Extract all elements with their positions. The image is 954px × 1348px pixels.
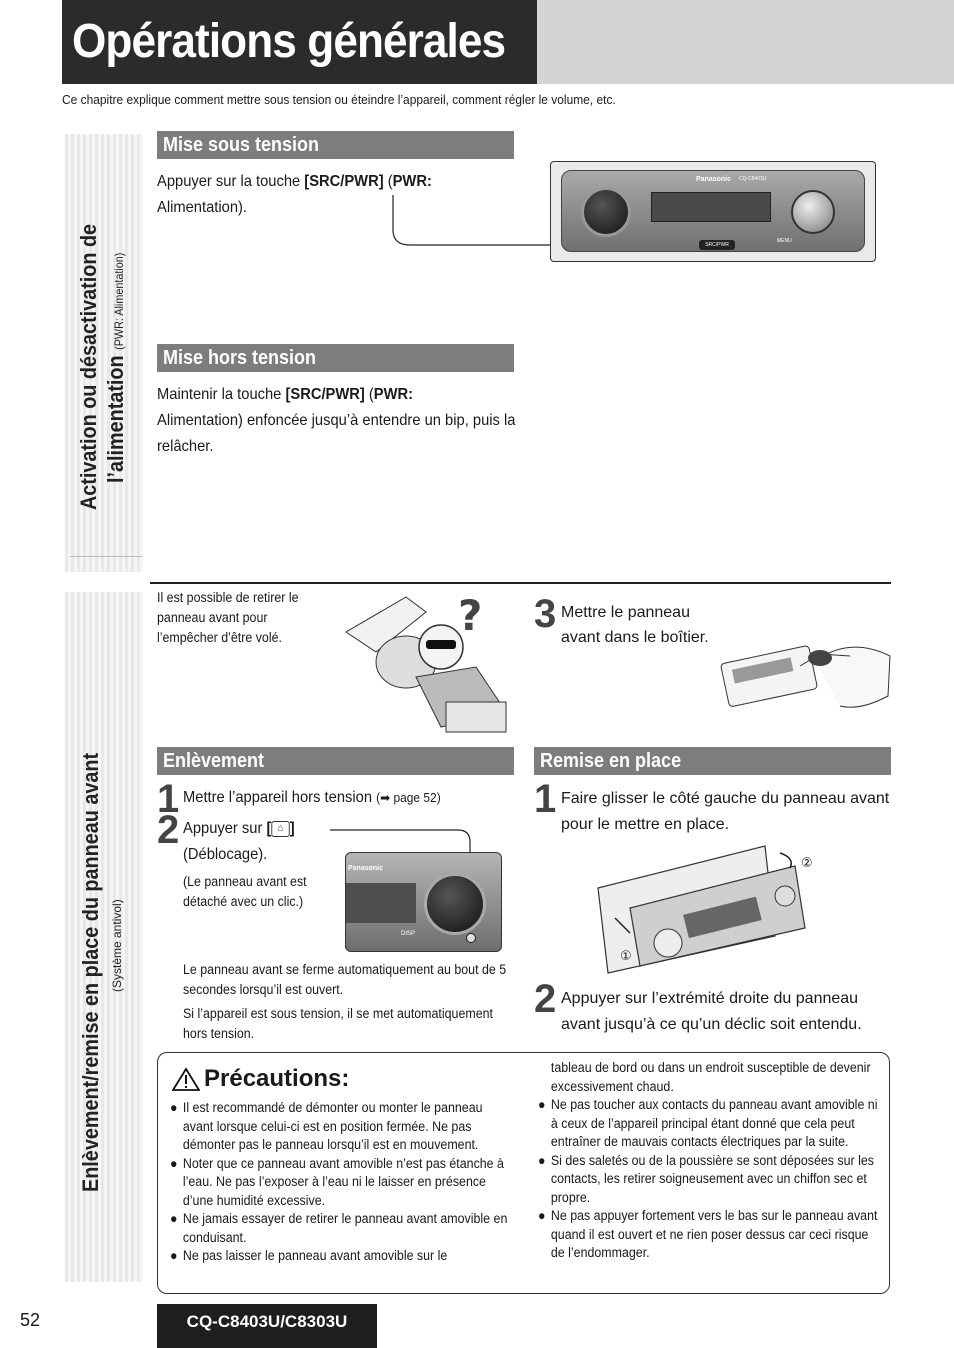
precaution-item-continued [538,1059,878,1096]
side-tab-panel-main: Enlèvement/remise en place du panneau avant [78,752,103,1192]
bullet-icon: ● [538,1152,546,1168]
bullet-icon: ● [170,1211,178,1226]
page-title: Opérations générales [72,15,506,68]
theft-note [157,588,332,648]
precaution-item [538,1152,878,1208]
removal-step2-note-text: (Le panneau avant est détaché avec un clic.) [183,874,307,909]
power-on-t1: Appuyer sur la touche [157,173,305,190]
head-unit-illustration [550,161,876,262]
removal-note1-text: Le panneau avant se ferme automatiquement au bout de 5 secondes lorsqu’il est ouvert. [183,962,507,997]
precaution-item [170,1155,510,1211]
removal-note2 [183,1004,513,1044]
removal-step2-pre: Appuyer sur [183,820,267,837]
reinstall-step1-number: 1 [534,777,557,821]
power-off-t2: ( [364,386,374,403]
title-bar [62,0,537,84]
model-number-box: CQ-C8403U/C8303U [157,1304,377,1348]
arrow-right-icon: ➡ [380,790,391,805]
power-off-key: [SRC/PWR] [285,386,365,403]
precaution-left-3: Ne pas laisser le panneau avant amovible sur le [182,1248,448,1263]
bullet-icon: ● [538,1208,546,1223]
closeup-brand: Panasonic [348,865,384,872]
brand-label: Panasonic [696,176,732,183]
power-on-pwr: PWR: [392,173,432,190]
section-power-on-heading-text: Mise sous tension [163,134,320,156]
precaution-left-2: Ne jamais essayer de retirer le panneau avant amovible en conduisant. [182,1211,508,1245]
removal-step2-note [183,872,333,912]
svg-text:?: ? [458,592,483,640]
theft-note-text: Il est possible de retirer le panneau avant pour l’empêcher d’être volé. [157,590,299,645]
precaution-item [538,1096,878,1152]
precaution-right-0: Ne pas toucher aux contacts du panneau avant amovible ni à ceux de l’appareil principal étant donné que cela peut entraîner de mauvais contacts électriques par la suite. [550,1097,878,1149]
precautions-title-text: Précautions: [204,1065,350,1092]
power-off-t3: Alimentation) enfoncée jusqu’à entendre un bip, puis la relâcher. [157,412,516,455]
section-removal-heading-text: Enlèvement [163,750,265,772]
removal-step2-inner [183,816,339,868]
power-off-text-inner [157,382,516,460]
bullet-icon: ● [170,1248,178,1263]
power-off-pwr: PWR: [373,386,414,403]
removal-note2-text: Si l’appareil est sous tension, il se met automatiquement hors tension. [183,1006,493,1041]
precaution-left-0: Il est recommandé de démonter ou monter le panneau avant lorsque celui-ci est en position fermée. Ne pas démonter pas le panneau lorsqu’il est en mouvement. [182,1100,483,1152]
side-tab-power-line1: Activation ou désactivation de [76,223,101,510]
removal-step1-text [183,785,523,811]
section-power-off-heading [157,344,514,372]
bullet-icon: ● [538,1097,546,1112]
precautions-box [157,1052,890,1294]
section-removal-heading [157,747,514,775]
page-number: 52 [20,1310,41,1330]
title-bar-extension [537,0,954,84]
model-label: CQ-C8403U [739,176,767,182]
reinstall-step2-number: 2 [534,977,557,1021]
section-power-off-heading-text: Mise hors tension [163,347,317,369]
side-tab-power-sub: (PWR: Alimentation) [112,252,126,350]
removal-step1-main: Mettre l’appareil hors tension [183,789,373,806]
side-tab-panel-sub: (Système antivol) [110,899,124,992]
removal-note1 [183,960,513,1000]
removal-step2-text [183,816,343,868]
precautions-title [172,1065,349,1093]
volume-knob [581,187,631,237]
power-off-text [157,382,517,460]
precaution-item [170,1099,510,1155]
step3-text: Mettre le panneau avant dans le boîtier. [561,604,709,646]
precautions-right-list [538,1059,878,1263]
panel-case-illustration [720,626,892,714]
side-tab-panel [65,592,143,1282]
src-pwr-key[interactable]: SRC/PWR [699,240,735,250]
side-tab-power-line2 [102,224,133,510]
precaution-item [170,1210,510,1247]
right-dial [791,190,835,234]
reinstall-step1-text: Faire glisser le côté gauche du panneau avant pour le mettre en place. [561,790,890,833]
removal-step2-post: (Déblocage). [183,846,268,863]
precaution-item [170,1247,510,1266]
removal-key-open: [ [266,820,272,837]
step3-number: 3 [534,592,557,636]
removal-step2-number: 2 [157,808,180,852]
precaution-right-1: Si des saletés ou de la poussière se sont déposées sur les contacts, les retirer soigneusement avec un chiffon sec et propre. [550,1152,875,1205]
power-on-t2: ( [383,173,393,190]
menu-key[interactable]: MENU [777,238,792,244]
section-reinstall-heading [534,747,891,775]
reinstall-label-2: ② [801,855,813,870]
faceplate-closeup [345,852,502,952]
removal-step1-inner [183,785,514,811]
power-off-t1: Maintenir la touche [157,386,286,403]
removal-step1-ref-text: page 52) [393,790,441,805]
precaution-right-2: Ne pas appuyer fortement vers le bas sur le panneau avant quand il est ouvert et ne rien poser dessus car ceci risque de l’endommager. [550,1208,878,1260]
warning-icon [172,1067,200,1091]
removal-step1-number: 1 [157,777,180,821]
power-on-t3: Alimentation). [157,199,248,216]
precaution-left-1: Noter que ce panneau avant amovible n’est pas étanche à l’eau. Ne pas l’exposer à l’eau ni le laisser en présence d’une humidité excessive. [182,1155,504,1208]
section-reinstall-heading-text: Remise en place [540,750,682,772]
closeup-dial [424,873,486,935]
reinstall-label-1: ① [620,948,632,963]
release-icon: ⌂ [271,821,289,837]
side-tab-panel-title [77,704,131,1192]
side-tab-power-rule [70,556,142,557]
bullet-icon: ● [170,1155,178,1171]
precaution-item [538,1207,878,1263]
precaution-right-cont: tableau de bord ou dans un endroit susceptible de devenir excessivement chaud. [550,1060,871,1094]
display-window [651,192,771,222]
side-tab-power-line2-text: l’alimentation [103,355,128,483]
bullet-icon: ● [170,1100,178,1115]
removal-key-close: ] [289,820,295,837]
thief-illustration [346,592,516,734]
closeup-display [346,883,416,923]
release-button[interactable] [466,933,476,943]
precautions-left-list [170,1099,510,1266]
removal-step1-ref: (➡ page 52) [376,790,441,805]
power-on-key: [SRC/PWR] [304,173,384,190]
side-tab-power-title [75,192,133,510]
section-power-on-heading [157,131,514,159]
intro-text: Ce chapitre explique comment mettre sous tension ou éteindre l’appareil, comment régler le volume, etc. [62,92,616,107]
reinstall-step2-text: Appuyer sur l’extrémité droite du panneau avant jusqu’à ce qu’un déclic soit entendu. [561,990,862,1033]
section-divider [150,582,891,584]
side-tab-power [65,134,143,572]
closeup-disp: DISP [401,931,416,937]
